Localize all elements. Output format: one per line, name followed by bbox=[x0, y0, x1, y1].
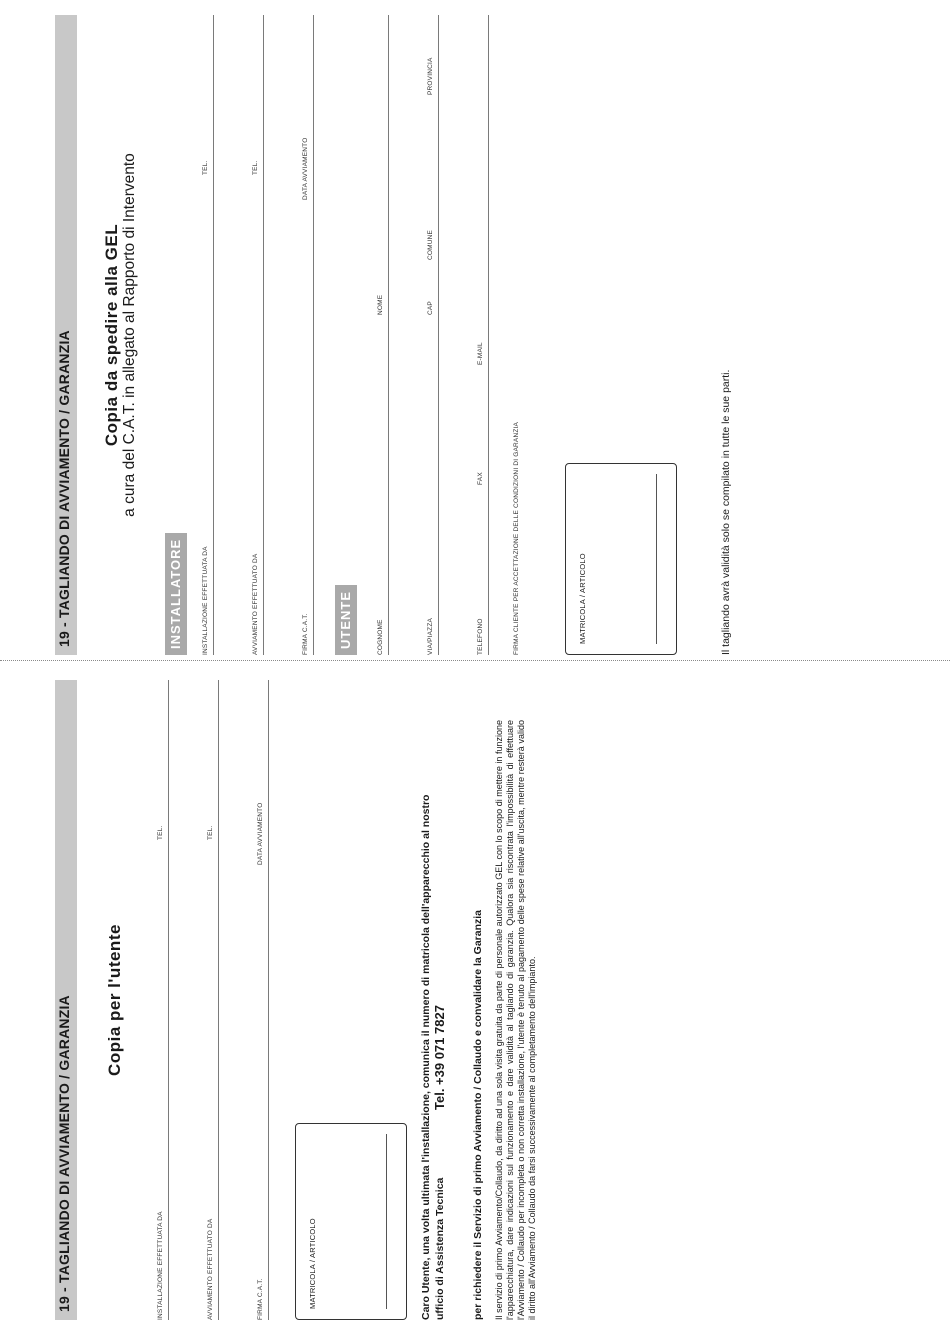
header-title: 19 - TAGLIANDO DI AVVIAMENTO / GARANZIA bbox=[56, 330, 72, 647]
copy-title: Copia da spedire alla GEL bbox=[102, 223, 121, 447]
user-copy-panel bbox=[20, 680, 900, 1320]
surname-label: COGNOME bbox=[377, 619, 384, 655]
copy-subtitle: a cura del C.A.T. in allegato al Rapporto di Intervento bbox=[121, 153, 138, 517]
street-label: VIA/PIAZZA bbox=[427, 617, 434, 655]
cat-signature-field[interactable] bbox=[268, 680, 269, 1320]
service-phone: Tel. +39 071 7827 bbox=[432, 1005, 447, 1110]
user-section-tag: UTENTE bbox=[335, 585, 357, 655]
surname-name-field[interactable] bbox=[388, 15, 389, 655]
matricola-box[interactable] bbox=[565, 463, 677, 655]
cap-label: CAP bbox=[427, 301, 434, 315]
service-terms: Il servizio di primo Avviamento/Collaudo, da diritto ad una sola visita gratuita da parte di personale autorizzato GEL con lo scopo di mettere in funzione l'apparecchiatura, dare indicazioni sul funzionamento e dare validità al tagliando di garanzia. Qualora sia riscontrata l'impossibilità di effettuare l'Avviamento / Collaudo per incompleta o non corretta installazione, l'utente è tenuto al pagamento delle spese relative all'uscita, mentre resterà valido il diritto all'Avviamento / Collaudo da farsi successivamente al completamento dell'impianto. bbox=[494, 720, 537, 1320]
matricola-label: MATRICOLA / ARTICOLO bbox=[578, 553, 587, 644]
tel-label: TEL. bbox=[157, 825, 164, 840]
matricola-label: MATRICOLA / ARTICOLO bbox=[308, 1218, 317, 1309]
fax-label: FAX bbox=[477, 472, 484, 485]
name-label: NOME bbox=[377, 294, 384, 315]
installation-field[interactable] bbox=[213, 15, 214, 655]
tel-label: TEL. bbox=[252, 160, 259, 175]
notice-line-1: Caro Utente, una volta ultimata l'installazione, comunica il numero di matricola dell'apparecchio al nostro bbox=[420, 794, 432, 1320]
matricola-line bbox=[386, 1134, 387, 1309]
cat-signature-label: FIRMA C.A.T. bbox=[257, 1278, 264, 1320]
header-bar bbox=[55, 15, 77, 655]
notice-line-2: ufficio di Assistenza Tecnica bbox=[434, 1177, 446, 1320]
startup-field[interactable] bbox=[263, 15, 264, 655]
address-field[interactable] bbox=[438, 15, 439, 655]
tel-label: TEL. bbox=[207, 825, 214, 840]
cat-signature-field[interactable] bbox=[313, 15, 314, 655]
request-title: per richiedere il Servizio di primo Avviamento / Collaudo e convalidare la Garanzia bbox=[472, 909, 484, 1320]
matricola-box[interactable] bbox=[295, 1123, 407, 1320]
header-title: 19 - TAGLIANDO DI AVVIAMENTO / GARANZIA bbox=[56, 995, 72, 1312]
startup-date-label: DATA AVVIAMENTO bbox=[302, 137, 309, 200]
startup-date-label: DATA AVVIAMENTO bbox=[257, 802, 264, 865]
startup-field[interactable] bbox=[218, 680, 219, 1320]
startup-label: AVVIAMENTO EFFETTUATO DA bbox=[207, 1218, 214, 1320]
installation-field[interactable] bbox=[168, 680, 169, 1320]
email-label: E-MAIL bbox=[477, 342, 484, 365]
contact-field[interactable] bbox=[488, 15, 489, 655]
customer-signature-label: FIRMA CLIENTE PER ACCETTAZIONE DELLE CONDIZIONI DI GARANZIA bbox=[513, 421, 520, 655]
tel-label: TEL. bbox=[202, 160, 209, 175]
startup-label: AVVIAMENTO EFFETTUATO DA bbox=[252, 553, 259, 655]
validity-note: Il tagliando avrà validità solo se compilato in tutte le sue parti. bbox=[720, 369, 732, 655]
cut-line bbox=[0, 660, 950, 661]
city-label: COMUNE bbox=[427, 229, 434, 260]
matricola-line bbox=[656, 474, 657, 644]
installation-label: INSTALLAZIONE EFFETTUATA DA bbox=[202, 546, 209, 655]
gel-copy-panel bbox=[20, 15, 900, 655]
copy-title: Copia per l'utente bbox=[105, 924, 124, 1076]
installation-label: INSTALLAZIONE EFFETTUATA DA bbox=[157, 1211, 164, 1320]
province-label: PROVINCIA bbox=[427, 57, 434, 95]
cat-signature-label: FIRMA C.A.T. bbox=[302, 613, 309, 655]
installer-section-tag: INSTALLATORE bbox=[165, 533, 187, 655]
header-bar bbox=[55, 680, 77, 1320]
phone-label: TELEFONO bbox=[477, 618, 484, 655]
